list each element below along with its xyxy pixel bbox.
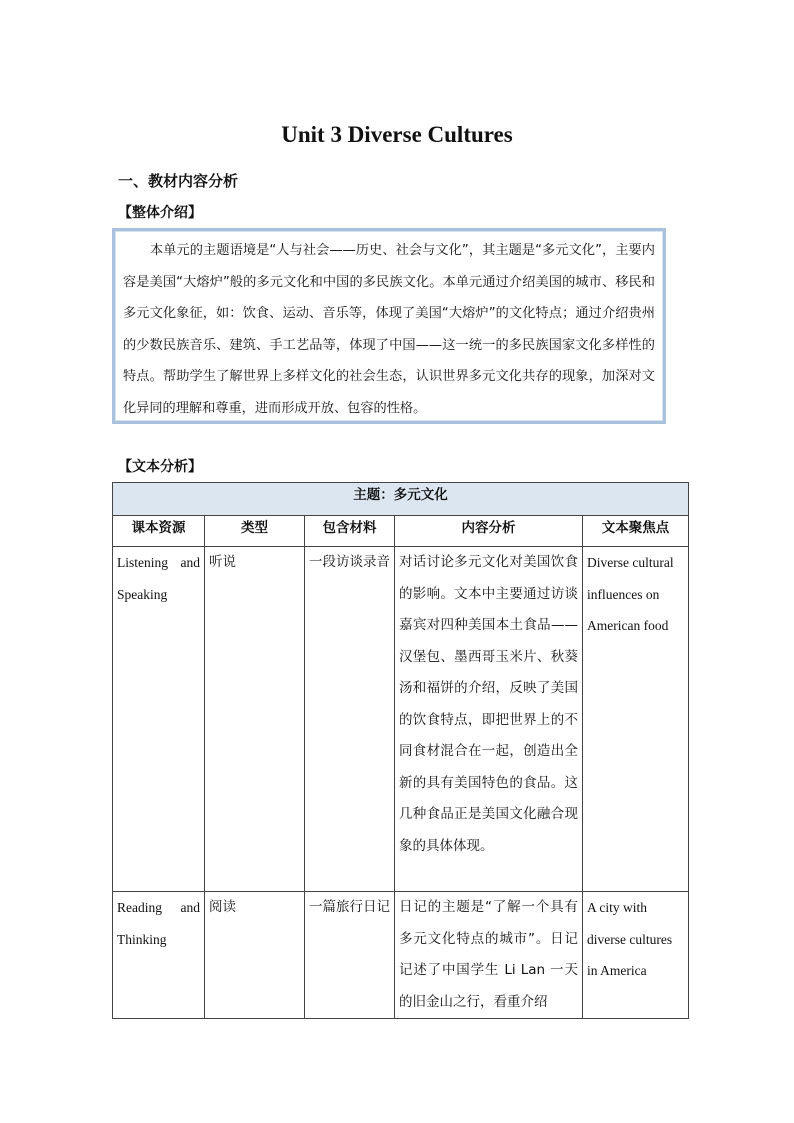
material-cell: 一段访谈录音 bbox=[305, 547, 395, 892]
text-analysis-table bbox=[112, 482, 689, 1019]
focus-cell: A city with diverse cultures in America bbox=[583, 892, 689, 1019]
table-row bbox=[113, 892, 689, 1019]
table-row bbox=[113, 547, 689, 892]
analysis-cell: 对话讨论多元文化对美国饮食的影响。文本中主要通过访谈嘉宾对四种美国本土食品——汉堡包、墨西哥玉米片、秋葵汤和福饼的介绍，反映了美国的饮食特点，即把世界上的不同食材混合在一起，创造出全新的具有美国特色的食品。这几种食品正是美国文化融合现象的具体体现。 bbox=[395, 547, 583, 892]
type-cell: 阅读 bbox=[205, 892, 305, 1019]
resource-cell: Reading and Thinking bbox=[113, 892, 205, 1019]
type-cell: 听说 bbox=[205, 547, 305, 892]
focus-cell: Diverse cultural influences on American food bbox=[583, 547, 689, 892]
header-analysis: 内容分析 bbox=[395, 516, 583, 547]
header-row bbox=[113, 516, 689, 547]
resource-cell: Listening and Speaking bbox=[113, 547, 205, 892]
page-title: Unit 3 Diverse Cultures bbox=[281, 122, 513, 147]
theme-cell: 主题：多元文化 bbox=[113, 483, 689, 516]
text-analysis-label: 【文本分析】 bbox=[118, 459, 202, 475]
material-cell: 一篇旅行日记 bbox=[305, 892, 395, 1019]
intro-paragraph: 本单元的主题语境是“人与社会——历史、社会与文化”，其主题是“多元文化”，主要内容是美国“大熔炉”般的多元文化和中国的多民族文化。本单元通过介绍美国的城市、移民和多元文化象征，如：饮食、运动、音乐等，体现了美国“大熔炉”的文化特点；通过介绍贵州的少数民族音乐、建筑、手工艺品等，体现了中国——这一统一的多民族国家文化多样性的特点。帮助学生了解世界上多样文化的社会生态，认识世界多元文化共存的现象，加深对文化异同的理解和尊重，进而形成开放、包容的性格。 bbox=[123, 243, 655, 416]
theme-row bbox=[113, 483, 689, 516]
header-material: 包含材料 bbox=[305, 516, 395, 547]
section-heading: 一、教材内容分析 bbox=[118, 172, 239, 190]
header-focus: 文本聚焦点 bbox=[583, 516, 689, 547]
analysis-cell: 日记的主题是“了解一个具有多元文化特点的城市”。日记记述了中国学生 Li Lan 一天的旧金山之行，看重介绍 bbox=[395, 892, 583, 1019]
intro-label: 【整体介绍】 bbox=[118, 205, 202, 221]
intro-box bbox=[112, 228, 666, 424]
header-type: 类型 bbox=[205, 516, 305, 547]
header-resource: 课本资源 bbox=[113, 516, 205, 547]
